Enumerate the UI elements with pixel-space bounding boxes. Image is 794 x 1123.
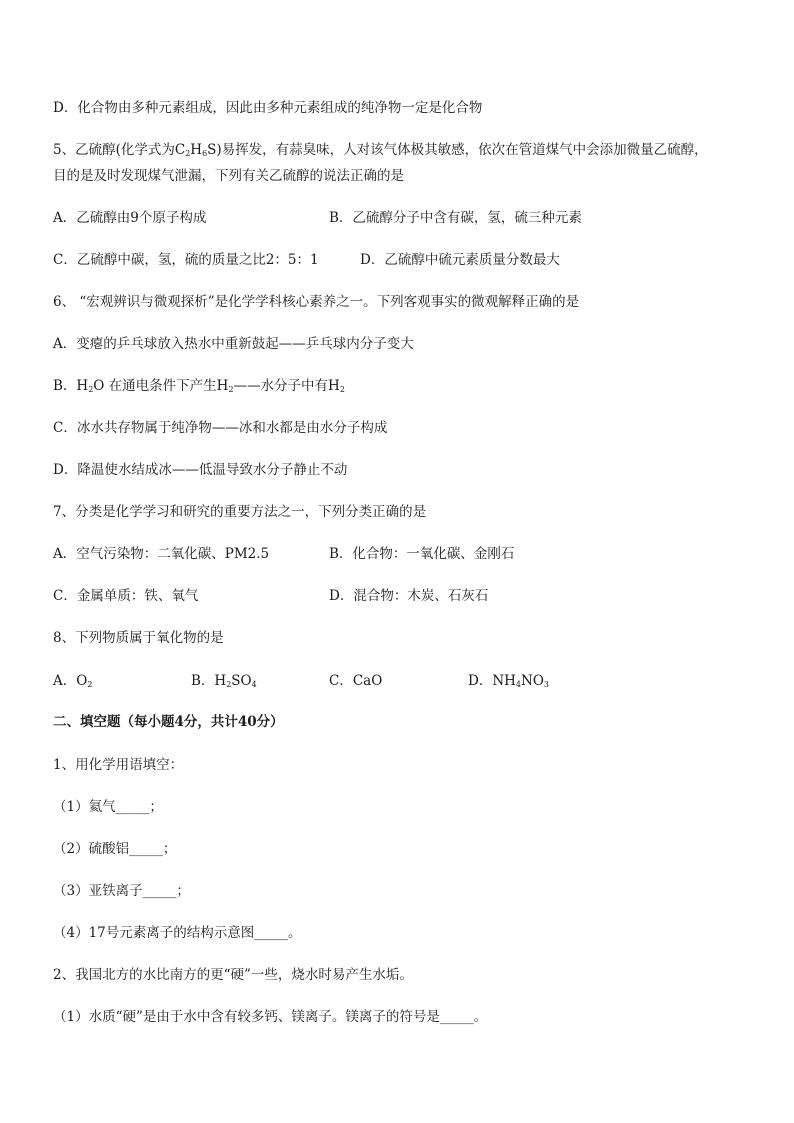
fill-question-1: 1、用化学用语填空： <box>53 757 184 773</box>
q5-option-b: B．乙硫醇分子中含有碳，氢，硫三种元素 <box>329 210 582 226</box>
subscript: 2 <box>228 385 234 394</box>
question-5-text-a: 5、乙硫醇(化学式为C <box>53 142 186 158</box>
subscript: 2 <box>87 680 93 689</box>
q7-option-a: A．空气污染物：二氧化碳、PM2.5 <box>53 546 270 562</box>
q8-option-b-text-a: B．H <box>191 673 227 689</box>
q8-option-d <box>468 672 549 690</box>
option-d-previous: D．化合物由多种元素组成，因此由多种元素组成的纯净物一定是化合物 <box>53 100 483 116</box>
q5-option-c: C．乙硫醇中碳，氢，硫的质量之比2：5：1 <box>53 252 319 268</box>
q7-option-d: D．混合物：木炭、石灰石 <box>329 588 489 604</box>
q6-option-b-text-a: B．H <box>53 378 89 394</box>
q6-option-b-text-b: O 在通电条件下产生H <box>93 378 229 394</box>
q5-option-d: D．乙硫醇中硫元素质量分数最大 <box>360 252 560 268</box>
q6-option-b-text-c: ——水分子中有H <box>233 378 340 394</box>
fill-q1-item-4: （4）17号元素离子的结构示意图_____。 <box>53 925 302 941</box>
subscript: 6 <box>202 149 208 158</box>
fill-q1-item-2: （2）硫酸铝_____； <box>53 841 177 857</box>
q8-option-c: C．CaO <box>329 673 383 689</box>
question-5-text-b: H <box>190 142 203 158</box>
fill-q1-item-3: （3）亚铁离子_____； <box>53 883 190 899</box>
q7-option-c: C．金属单质：铁、氧气 <box>53 588 199 604</box>
subscript: 3 <box>543 680 549 689</box>
q8-option-d-text-b: NO <box>521 673 544 689</box>
q8-option-d-text-a: D．NH <box>468 673 516 689</box>
q7-option-b: B．化合物：一氧化碳、金刚石 <box>329 546 515 562</box>
question-5-text-c: S)易挥发，有蒜臭味，人对该气体极其敏感，依次在管道煤气中会添加微量乙硫醇， <box>207 142 708 158</box>
question-8: 8、下列物质属于氧化物的是 <box>53 630 224 646</box>
fill-q2-item-1: （1）水质“硬”是由于水中含有较多钙、镁离子。镁离子的符号是_____。 <box>53 1009 488 1025</box>
question-6: 6、 “宏观辨识与微观探析”是化学学科核心素养之一。下列客观事实的微观解释正确的是 <box>53 294 580 310</box>
fill-q1-item-1: （1）氦气_____； <box>53 799 163 815</box>
section-heading: 二、填空题（每小题4分，共计40分） <box>53 714 284 730</box>
fill-question-2: 2、我国北方的水比南方的更“硬”一些，烧水时易产生水垢。 <box>53 967 413 983</box>
q8-option-a-text: A．O <box>53 673 88 689</box>
q6-option-a: A．变瘪的乒乓球放入热水中重新鼓起——乒乓球内分子变大 <box>53 336 414 352</box>
subscript: 2 <box>88 385 94 394</box>
subscript: 4 <box>251 680 257 689</box>
question-5-line-2: 目的是及时发现煤气泄漏，下列有关乙硫醇的说法正确的是 <box>53 168 404 184</box>
q6-option-c: C．冰水共存物属于纯净物——冰和水都是由水分子构成 <box>53 420 388 436</box>
q8-option-b-text-b: SO <box>231 673 252 689</box>
question-5 <box>53 141 708 159</box>
subscript: 4 <box>515 680 522 689</box>
q8-option-b <box>191 672 257 690</box>
q6-option-b <box>53 377 345 395</box>
q5-option-a: A．乙硫醇由9个原子构成 <box>53 210 207 226</box>
q8-option-a <box>53 672 92 690</box>
q6-option-d: D．降温使水结成冰——低温导致水分子静止不动 <box>53 462 348 478</box>
subscript: 2 <box>226 680 232 689</box>
subscript: 2 <box>339 385 345 394</box>
subscript: 2 <box>185 149 191 158</box>
question-7: 7、分类是化学学习和研究的重要方法之一，下列分类正确的是 <box>53 504 427 520</box>
